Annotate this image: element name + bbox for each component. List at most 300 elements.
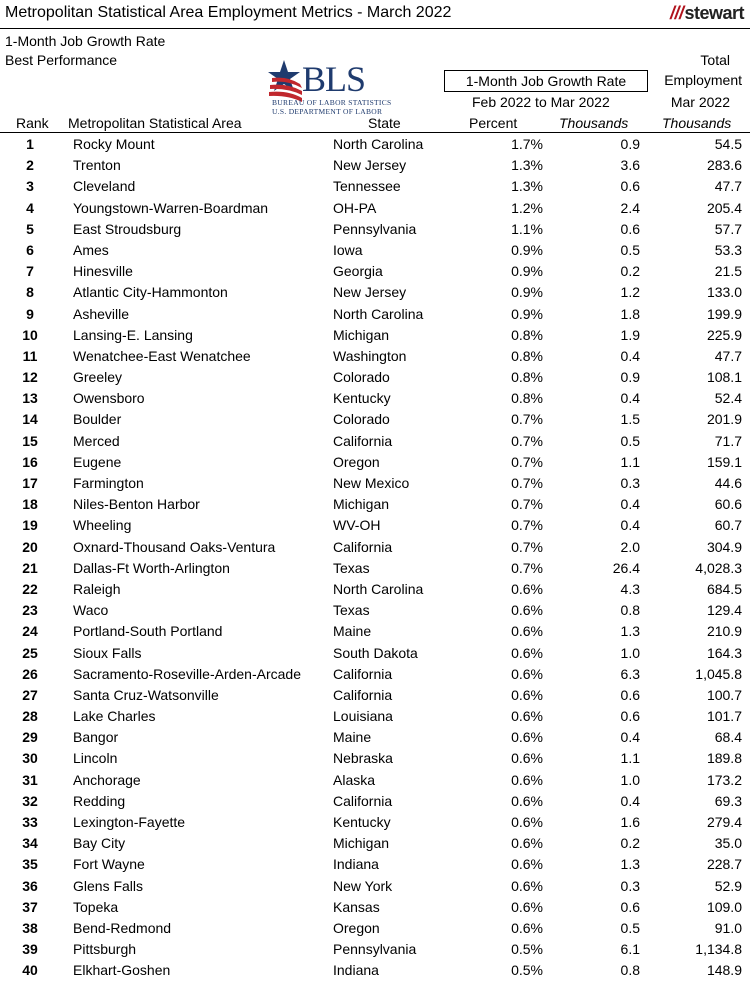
percent-cell: 1.3% [511,178,543,195]
table-row [0,706,750,727]
rank-cell: 26 [22,665,38,682]
msa-cell: Lansing-E. Lansing [73,326,193,343]
rank-cell: 33 [22,814,38,830]
table-row [0,537,750,558]
msa-cell: Bangor [73,729,119,746]
total-cell: 164.3 [706,644,742,661]
rank-cell: 17 [22,475,38,491]
total-cell: 279.4 [706,814,742,830]
total-cell: 210.9 [706,623,742,640]
msa-cell: Asheville [73,305,130,322]
thousands-cell: 0.5 [620,241,640,258]
table-row [0,155,750,176]
rank-cell: 40 [22,962,38,979]
table-row [0,261,750,282]
table-row [0,515,750,536]
msa-cell: Bend-Redmond [73,919,172,936]
msa-cell: Youngstown-Warren-Boardman [73,199,269,216]
state-cell: California [333,432,393,449]
total-cell: 21.5 [714,263,742,280]
col-rank: Rank [16,115,49,131]
thousands-cell: 1.0 [620,644,640,661]
state-cell: New Mexico [333,475,410,491]
msa-cell: Trenton [73,157,121,174]
state-cell: North Carolina [333,305,424,322]
rank-cell: 11 [22,347,38,364]
msa-cell: Lake Charles [73,708,156,725]
percent-cell: 0.7% [511,538,543,555]
msa-cell: Greeley [73,369,123,386]
percent-cell: 0.6% [511,856,543,873]
table-row [0,431,750,452]
total-cell: 684.5 [706,580,742,597]
rank-cell: 6 [26,241,34,258]
msa-cell: Pittsburgh [73,941,137,958]
total-cell: 201.9 [706,411,742,428]
msa-cell: Lexington-Fayette [73,814,186,830]
rank-cell: 10 [22,326,38,343]
percent-cell: 0.6% [511,814,543,830]
thousands-cell: 0.6 [620,898,640,915]
percent-cell: 0.7% [511,475,543,491]
thousands-cell: 1.3 [620,856,640,873]
table-row [0,685,750,706]
thousands-cell: 0.6 [620,178,640,195]
total-cell: 108.1 [706,369,742,386]
msa-cell: Santa Cruz-Watsonville [73,686,219,703]
table-row [0,558,750,579]
thousands-cell: 0.6 [620,708,640,725]
total-cell: 54.5 [714,136,742,152]
thousands-cell: 0.3 [620,475,640,491]
table-row [0,791,750,812]
group-label: 1-Month Job Growth Rate [444,70,648,92]
table-row [0,918,750,939]
rank-cell: 34 [22,835,38,852]
msa-cell: Niles-Benton Harbor [73,496,200,513]
rank-cell: 22 [22,580,38,597]
subtitle-metric: 1-Month Job Growth Rate [5,33,166,49]
table-row [0,494,750,515]
col-total-thousands: Thousands [662,115,732,131]
thousands-cell: 0.8 [620,962,640,979]
msa-cell: Eugene [73,453,122,470]
state-cell: Michigan [333,835,390,852]
thousands-cell: 6.1 [620,941,640,958]
percent-cell: 0.6% [511,729,543,746]
total-cell: 57.7 [714,220,742,237]
col-thousands: Thousands [559,115,629,131]
msa-cell: Topeka [73,898,119,915]
thousands-cell: 2.0 [620,538,640,555]
total-cell: 68.4 [714,729,742,746]
total-cell: 69.3 [714,792,742,809]
total-cell: 60.6 [714,496,742,513]
msa-cell: Hinesville [73,263,133,280]
table-row [0,409,750,430]
rank-cell: 3 [26,178,34,195]
thousands-cell: 0.6 [620,686,640,703]
thousands-cell: 4.3 [620,580,640,597]
thousands-cell: 6.3 [620,665,640,682]
rank-cell: 20 [22,538,38,555]
table-row [0,600,750,621]
msa-cell: Atlantic City-Hammonton [73,284,228,301]
state-cell: California [333,686,393,703]
rank-cell: 4 [26,199,34,216]
msa-cell: Owensboro [73,390,145,407]
percent-cell: 0.8% [511,347,543,364]
percent-cell: 0.9% [511,263,543,280]
table-row [0,664,750,685]
table-row [0,367,750,388]
rank-cell: 18 [22,496,38,513]
state-cell: Pennsylvania [333,941,417,958]
total-cell: 283.6 [706,157,742,174]
msa-cell: Lincoln [73,750,118,767]
total-cell: 60.7 [714,517,742,534]
state-cell: Oregon [333,919,380,936]
percent-cell: 0.7% [511,453,543,470]
table-row [0,282,750,303]
state-cell: Nebraska [333,750,393,767]
total-cell: 35.0 [714,835,742,852]
thousands-cell: 0.8 [620,602,640,619]
state-cell: New York [333,877,393,894]
percent-cell: 0.6% [511,898,543,915]
table-row [0,897,750,918]
thousands-cell: 2.4 [620,199,640,216]
thousands-cell: 0.2 [620,835,640,852]
thousands-cell: 0.2 [620,263,640,280]
thousands-cell: 1.1 [620,750,640,767]
msa-cell: Wheeling [73,517,132,534]
msa-cell: Wenatchee-East Wenatchee [73,347,251,364]
rank-cell: 39 [22,941,38,958]
percent-cell: 0.7% [511,559,543,576]
brand-name: stewart [684,3,744,23]
table-row [0,812,750,833]
percent-cell: 0.6% [511,686,543,703]
msa-cell: Cleveland [73,178,136,195]
state-cell: Washington [333,347,407,364]
thousands-cell: 1.6 [620,814,640,830]
state-cell: Kentucky [333,814,391,830]
msa-cell: Merced [73,432,120,449]
rank-cell: 37 [22,898,38,915]
state-cell: North Carolina [333,136,424,152]
table-row [0,452,750,473]
table-row [0,727,750,748]
state-cell: North Carolina [333,580,424,597]
thousands-cell: 1.2 [620,284,640,301]
total-label-2: Employment [664,72,742,88]
total-cell: 228.7 [706,856,742,873]
total-cell: 4,028.3 [695,559,742,576]
percent-cell: 1.7% [511,136,543,152]
thousands-cell: 0.5 [620,919,640,936]
thousands-cell: 0.4 [620,390,640,407]
rank-cell: 9 [26,305,34,322]
msa-cell: Ames [73,241,109,258]
rank-cell: 31 [22,771,38,788]
msa-cell: Boulder [73,411,122,428]
state-cell: WV-OH [333,517,381,534]
rank-cell: 1 [26,136,34,152]
msa-cell: Dallas-Ft Worth-Arlington [73,559,230,576]
state-cell: Pennsylvania [333,220,417,237]
percent-cell: 0.6% [511,877,543,894]
table-row [0,643,750,664]
table-row [0,240,750,261]
rank-cell: 15 [22,432,38,449]
rank-cell: 16 [22,453,38,470]
total-cell: 53.3 [714,241,742,258]
state-cell: Indiana [333,856,379,873]
table-row [0,304,750,325]
table-row [0,134,750,155]
total-cell: 91.0 [714,919,742,936]
bls-line2: U.S. DEPARTMENT OF LABOR [272,107,383,116]
thousands-cell: 0.3 [620,877,640,894]
total-label-1: Total [700,52,730,68]
percent-cell: 0.5% [511,941,543,958]
percent-cell: 0.6% [511,835,543,852]
total-cell: 101.7 [706,708,742,725]
rank-cell: 14 [22,411,38,428]
state-cell: Michigan [333,326,390,343]
header-divider [0,132,750,133]
total-cell: 52.9 [714,877,742,894]
percent-cell: 1.1% [511,220,543,237]
state-cell: Tennessee [333,178,401,195]
msa-cell: Glens Falls [73,877,144,894]
table-row [0,219,750,240]
state-cell: Indiana [333,962,379,979]
percent-cell: 0.6% [511,771,543,788]
msa-cell: Farmington [73,475,144,491]
rank-cell: 23 [22,602,38,619]
total-cell: 304.9 [706,538,742,555]
state-cell: Texas [333,559,370,576]
col-state: State [368,115,401,131]
state-cell: Colorado [333,369,390,386]
rank-cell: 32 [22,792,38,809]
percent-cell: 0.6% [511,919,543,936]
percent-cell: 0.6% [511,644,543,661]
group-period: Feb 2022 to Mar 2022 [472,94,610,110]
rank-cell: 12 [22,369,38,386]
col-percent: Percent [469,115,518,131]
total-cell: 189.8 [706,750,742,767]
stewart-logo [670,3,744,24]
state-cell: California [333,665,393,682]
rank-cell: 35 [22,856,38,873]
percent-cell: 0.6% [511,623,543,640]
percent-cell: 0.6% [511,665,543,682]
rank-cell: 29 [22,729,38,746]
state-cell: Maine [333,729,372,746]
percent-cell: 0.6% [511,580,543,597]
msa-cell: Portland-South Portland [73,623,223,640]
msa-cell: Sacramento-Roseville-Arden-Arcade [73,665,301,682]
state-cell: Iowa [333,241,363,258]
total-cell: 133.0 [706,284,742,301]
page-title: Metropolitan Statistical Area Employment Metrics - March 2022 [5,4,452,21]
thousands-cell: 0.4 [620,517,640,534]
rank-cell: 2 [26,157,34,174]
total-cell: 199.9 [706,305,742,322]
total-cell: 159.1 [706,453,742,470]
percent-cell: 0.9% [511,241,543,258]
thousands-cell: 0.9 [620,369,640,386]
msa-cell: Redding [73,792,126,809]
thousands-cell: 0.9 [620,136,640,152]
percent-cell: 0.6% [511,708,543,725]
title-bar [0,0,750,29]
thousands-cell: 1.0 [620,771,640,788]
table-row [0,346,750,367]
thousands-cell: 1.5 [620,411,640,428]
thousands-cell: 0.6 [620,220,640,237]
total-cell: 1,134.8 [695,941,742,958]
total-cell: 109.0 [706,898,742,915]
percent-cell: 1.2% [511,199,543,216]
total-cell: 148.9 [706,962,742,979]
thousands-cell: 0.4 [620,792,640,809]
state-cell: New Jersey [333,284,407,301]
thousands-cell: 3.6 [620,157,640,174]
total-cell: 225.9 [706,326,742,343]
msa-cell: Rocky Mount [73,136,155,152]
percent-cell: 0.7% [511,517,543,534]
thousands-cell: 0.4 [620,729,640,746]
percent-cell: 0.9% [511,284,543,301]
rank-cell: 19 [22,517,38,534]
percent-cell: 0.7% [511,432,543,449]
table-row [0,473,750,494]
percent-cell: 0.8% [511,326,543,343]
total-cell: 71.7 [714,432,742,449]
msa-cell: Oxnard-Thousand Oaks-Ventura [73,538,276,555]
table-row [0,960,750,981]
total-period: Mar 2022 [670,94,730,110]
msa-cell: Waco [73,602,109,619]
thousands-cell: 0.5 [620,432,640,449]
state-cell: Texas [333,602,370,619]
rank-cell: 8 [26,284,34,301]
total-cell: 173.2 [706,771,742,788]
table-row [0,579,750,600]
percent-cell: 0.6% [511,750,543,767]
percent-cell: 0.8% [511,390,543,407]
percent-cell: 0.7% [511,411,543,428]
total-cell: 52.4 [714,390,742,407]
state-cell: South Dakota [333,644,418,661]
subtitle-performance: Best Performance [5,52,118,68]
state-cell: Colorado [333,411,390,428]
thousands-cell: 1.8 [620,305,640,322]
state-cell: Michigan [333,496,390,513]
state-cell: Oregon [333,453,380,470]
bls-wordmark: BLS [302,59,366,99]
state-cell: Georgia [333,263,383,280]
rank-cell: 36 [22,877,38,894]
percent-cell: 0.7% [511,496,543,513]
state-cell: California [333,538,393,555]
table-row [0,325,750,346]
table-row [0,176,750,197]
rank-cell: 7 [26,263,34,280]
msa-cell: Fort Wayne [73,856,145,873]
rank-cell: 21 [22,559,38,576]
msa-cell: Anchorage [73,771,141,788]
table-row [0,388,750,409]
state-cell: Alaska [333,771,376,788]
table-row [0,876,750,897]
thousands-cell: 1.9 [620,326,640,343]
state-cell: Maine [333,623,372,640]
msa-cell: East Stroudsburg [73,220,182,237]
thousands-cell: 0.4 [620,496,640,513]
thousands-cell: 1.3 [620,623,640,640]
data-table [0,134,750,982]
msa-cell: Bay City [73,835,126,852]
total-cell: 47.7 [714,178,742,195]
msa-cell: Raleigh [73,580,121,597]
table-row [0,833,750,854]
rank-cell: 30 [22,750,38,767]
total-cell: 100.7 [706,686,742,703]
rank-cell: 25 [22,644,38,661]
percent-cell: 0.9% [511,305,543,322]
table-row [0,748,750,769]
msa-cell: Sioux Falls [73,644,142,661]
rank-cell: 5 [26,220,34,237]
table-row [0,198,750,219]
percent-cell: 0.8% [511,369,543,386]
rank-cell: 24 [22,623,38,640]
total-cell: 205.4 [706,199,742,216]
state-cell: Louisiana [333,708,393,725]
thousands-cell: 0.4 [620,347,640,364]
bls-line1: BUREAU OF LABOR STATISTICS [272,98,392,107]
percent-cell: 1.3% [511,157,543,174]
percent-cell: 0.6% [511,792,543,809]
total-cell: 44.6 [714,475,742,491]
total-cell: 129.4 [706,602,742,619]
thousands-cell: 26.4 [612,559,640,576]
thousands-cell: 1.1 [620,453,640,470]
percent-cell: 0.6% [511,602,543,619]
state-cell: Kansas [333,898,380,915]
rank-cell: 13 [22,390,38,407]
rank-cell: 27 [22,686,38,703]
table-row [0,770,750,791]
rank-cell: 38 [22,919,38,936]
table-row [0,854,750,875]
table-row [0,939,750,960]
col-msa: Metropolitan Statistical Area [68,115,242,131]
state-cell: Kentucky [333,390,391,407]
total-cell: 1,045.8 [695,665,742,682]
state-cell: California [333,792,393,809]
table-row [0,621,750,642]
percent-cell: 0.5% [511,962,543,979]
state-cell: New Jersey [333,157,407,174]
stewart-stripes-icon: /// [669,3,684,23]
state-cell: OH-PA [333,199,377,216]
